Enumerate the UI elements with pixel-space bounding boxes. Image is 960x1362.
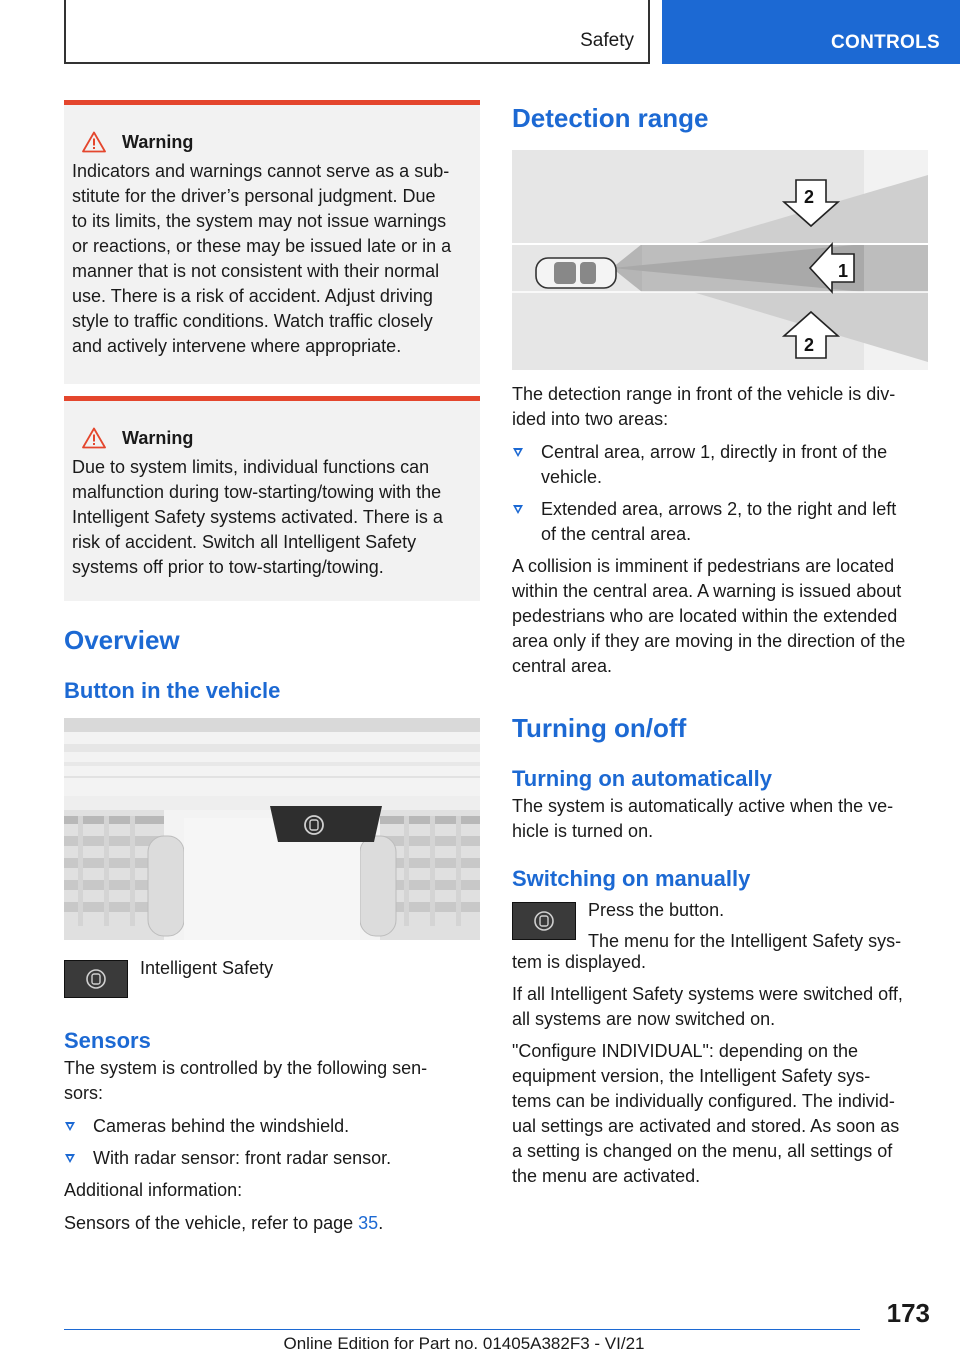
arrow-2-bottom-label: 2 xyxy=(804,335,815,355)
intelligent-safety-button xyxy=(512,902,576,940)
detection-intro: The detection range in front of the vehicle is div- ided into two areas: xyxy=(512,384,896,429)
manual-step xyxy=(512,902,928,954)
vehicle-icon xyxy=(536,258,616,288)
list-item: Central area, arrow 1, directly in front of the vehicle. xyxy=(512,440,928,490)
button-legend xyxy=(64,960,480,998)
manual-para-2: "Configure INDIVIDUAL": depending on the equipment version, the Intelligent Safety sys- tems can be individually configured. The individ- ual settings are activated and stored. As soon as a setting is changed on the menu, all settings of the menu are activated. xyxy=(512,1041,900,1186)
manual-step-1: Press the button. xyxy=(588,900,725,920)
detection-range-diagram xyxy=(512,150,928,370)
footer-edition: Online Edition for Part no. 01405A382F3 - VI/21 xyxy=(283,1334,645,1353)
manual-step-2-cont: tem is displayed. xyxy=(512,952,647,972)
warning-triangle-icon xyxy=(82,131,106,153)
sensors-list xyxy=(64,1114,480,1171)
button-in-vehicle-heading: Button in the vehicle xyxy=(64,678,281,703)
sensors-heading: Sensors xyxy=(64,1028,151,1053)
sensors-intro: The system is controlled by the following sen- sors: xyxy=(64,1058,428,1103)
header-section-box xyxy=(64,0,650,64)
intelligent-safety-icon xyxy=(533,910,555,932)
warning-title: Warning xyxy=(122,427,194,448)
bullet-triangle-icon xyxy=(65,1122,75,1131)
arrow-1-label: 1 xyxy=(838,261,849,281)
list-item: Cameras behind the windshield. xyxy=(64,1114,480,1139)
bullet-triangle-icon xyxy=(513,448,523,457)
left-column xyxy=(64,100,480,1236)
warning-box-1 xyxy=(64,100,480,384)
warning-box-2 xyxy=(64,396,480,601)
manual-para-1: If all Intelligent Safety systems were switched off, all systems are now switched on. xyxy=(512,984,903,1029)
intelligent-safety-icon xyxy=(85,968,107,990)
bullet-triangle-icon xyxy=(65,1154,75,1163)
vehicle-button-illustration xyxy=(64,718,480,940)
switching-on-manually-heading: Switching on manually xyxy=(512,866,751,891)
turning-on-auto-text: The system is automatically active when the ve- hicle is turned on. xyxy=(512,796,894,841)
page-reference-link[interactable]: 35 xyxy=(358,1213,379,1233)
page-number: 173 xyxy=(886,1298,930,1328)
list-item: Extended area, arrows 2, to the right and left of the central area. xyxy=(512,497,928,547)
additional-info-label: Additional information: xyxy=(64,1180,243,1200)
warning-triangle-icon xyxy=(82,427,106,449)
list-item: With radar sensor: front radar sensor. xyxy=(64,1146,480,1171)
warning-title: Warning xyxy=(122,131,194,152)
footer-divider xyxy=(64,1329,860,1330)
manual-step-2: The menu for the Intelligent Safety sys- xyxy=(588,931,902,951)
header-section-title: Safety xyxy=(580,30,634,51)
warning-text: Due to system limits, individual functions can malfunction during tow-starting/towing with the Intelligent Safety systems activated. There is a risk of accident. Switch all Intelligent Safety systems off prior to tow-starting/towing. xyxy=(72,457,443,577)
arrow-2-top-label: 2 xyxy=(804,187,815,207)
detection-body: A collision is imminent if pedestrians are located within the central area. A warning is issued about pedestrians who are located within the extended area only if they are moving in the direction of the central area. xyxy=(512,556,906,676)
bullet-triangle-icon xyxy=(513,505,523,514)
detection-areas-list xyxy=(512,440,928,547)
overview-heading: Overview xyxy=(64,625,180,655)
header-chapter-title: CONTROLS xyxy=(830,32,940,53)
detection-range-heading: Detection range xyxy=(512,103,709,133)
turning-on-auto-heading: Turning on automatically xyxy=(512,766,772,791)
turning-on-off-heading: Turning on/off xyxy=(512,713,687,743)
right-column xyxy=(512,100,928,1189)
intelligent-safety-caption: Intelligent Safety xyxy=(140,958,274,978)
intelligent-safety-button xyxy=(64,960,128,998)
warning-text: Indicators and warnings cannot serve as a sub- stitute for the driver’s personal judgment. Due to its limits, the system may not issue warnings or reactions, or these may be issued late or in a manner that is not consistent with their normal use. There is a risk of accident. Adjust driving style to traffic conditions. Watch traffic closely and actively intervene where appropriate. xyxy=(72,161,452,356)
sensors-reference: Sensors of the vehicle, refer to page 35. xyxy=(64,1213,384,1233)
header-chapter-tab xyxy=(662,0,960,64)
